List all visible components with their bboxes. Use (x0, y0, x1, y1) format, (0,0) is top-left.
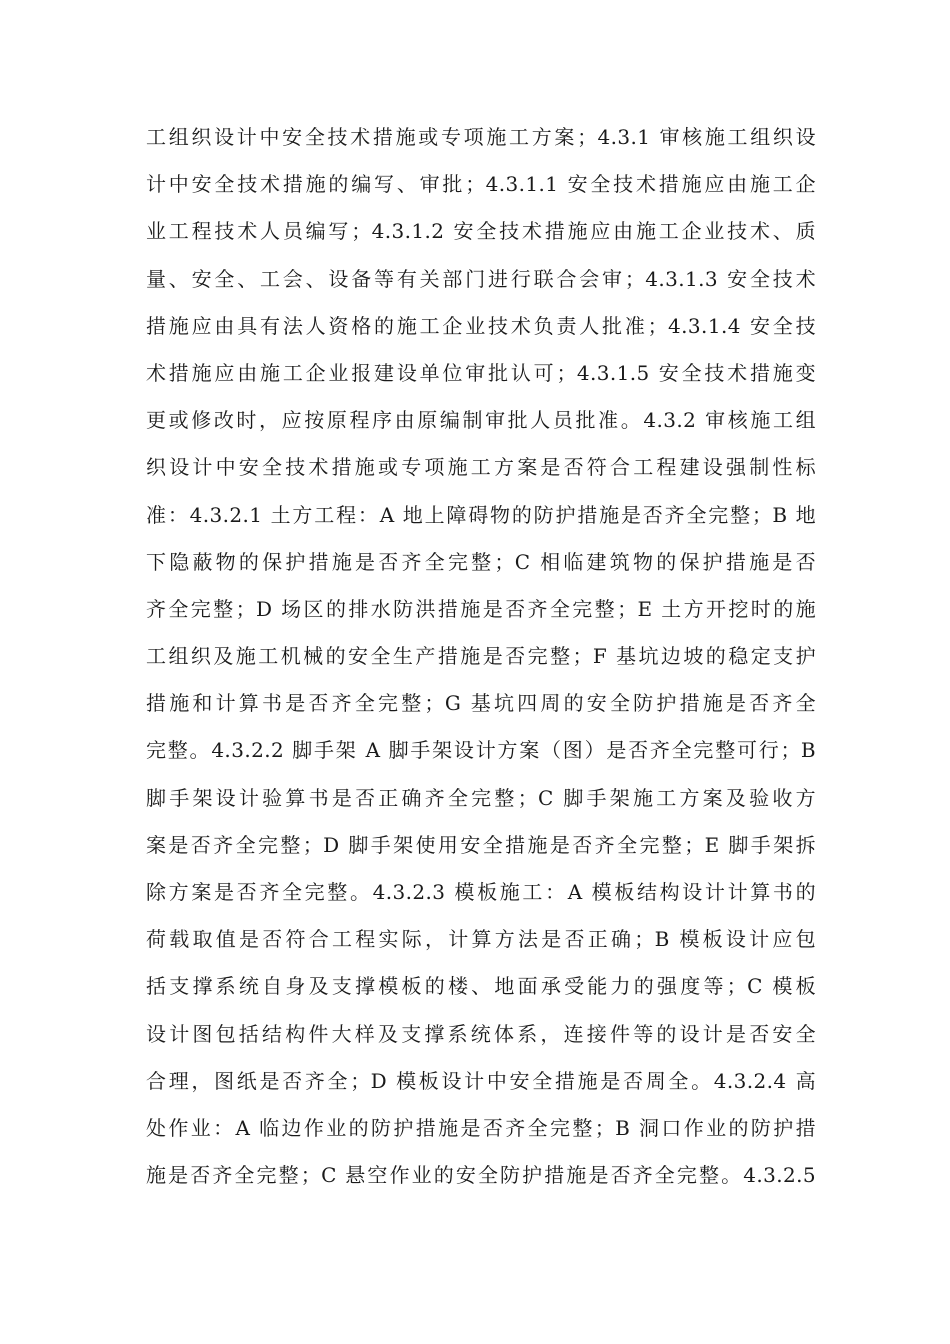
text-line: 除方案是否齐全完整。4.3.2.3 模板施工：A 模板结构设计计算书的 (146, 880, 816, 904)
text-line: 括支撑系统自身及支撑模板的楼、地面承受能力的强度等；C 模板 (146, 974, 816, 999)
text-line: 施是否齐全完整；C 悬空作业的安全防护措施是否齐全完整。4.3.2.5 (146, 1163, 816, 1188)
text-line: 设计图包括结构件大样及支撑系统体系，连接件等的设计是否安全 (146, 1021, 816, 1046)
body-text (146, 114, 816, 1199)
text-line: 更或修改时，应按原程序由原编制审批人员批准。4.3.2 审核施工组 (146, 408, 816, 433)
text-line: 业工程技术人员编写；4.3.1.2 安全技术措施应由施工企业技术、质 (146, 219, 816, 244)
text-line: 工组织设计中安全技术措施或专项施工方案；4.3.1 审核施工组织设 (146, 125, 816, 149)
text-line: 完整。4.3.2.2 脚手架 A 脚手架设计方案（图）是否齐全完整可行；B (146, 738, 816, 763)
text-line: 工组织及施工机械的安全生产措施是否完整；F 基坑边坡的稳定支护 (146, 644, 816, 669)
text-line: 荷载取值是否符合工程实际，计算方法是否正确；B 模板设计应包 (146, 927, 816, 952)
text-line: 织设计中安全技术措施或专项施工方案是否符合工程建设强制性标 (146, 455, 816, 480)
text-line: 术措施应由施工企业报建设单位审批认可；4.3.1.5 安全技术措施变 (146, 360, 816, 385)
text-line: 齐全完整；D 场区的排水防洪措施是否齐全完整；E 土方开挖时的施 (146, 596, 816, 621)
text-line: 措施应由具有法人资格的施工企业技术负责人批准；4.3.1.4 安全技 (146, 313, 816, 338)
text-line: 案是否齐全完整；D 脚手架使用安全措施是否齐全完整；E 脚手架拆 (146, 832, 816, 857)
text-line: 量、安全、工会、设备等有关部门进行联合会审；4.3.1.3 安全技术 (146, 266, 816, 291)
text-line: 措施和计算书是否齐全完整；G 基坑四周的安全防护措施是否齐全 (146, 691, 816, 716)
text-line: 准：4.3.2.1 土方工程：A 地上障碍物的防护措施是否齐全完整；B 地 (146, 502, 816, 527)
text-line: 下隐蔽物的保护措施是否齐全完整；C 相临建筑物的保护措施是否 (146, 549, 816, 574)
text-line: 脚手架设计验算书是否正确齐全完整；C 脚手架施工方案及验收方 (146, 785, 816, 810)
text-line: 计中安全技术措施的编写、审批；4.3.1.1 安全技术措施应由施工企 (146, 172, 816, 197)
text-line: 合理，图纸是否齐全；D 模板设计中安全措施是否周全。4.3.2.4 高 (146, 1068, 816, 1093)
text-line: 处作业：A 临边作业的防护措施是否齐全完整；B 洞口作业的防护措 (146, 1115, 816, 1140)
